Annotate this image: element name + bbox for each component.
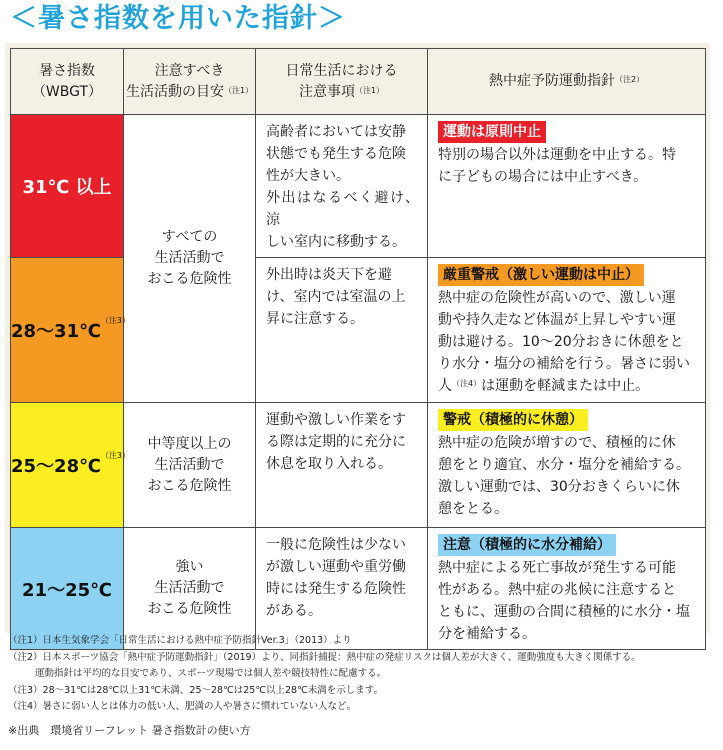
wbgt-level-21-25 [11,528,124,650]
table-row [11,115,706,258]
daily-precaution [256,528,428,650]
guideline-line: 特別の場合以外は運動を中止する。特 [438,147,676,163]
level-label: 31℃ 以上 [22,177,112,198]
header-activity [124,49,256,115]
header-daily [256,49,428,115]
wbgt-level-25-28 [11,403,130,528]
guideline-line: 性がある。熱中症の兆候に注意すると [438,582,676,598]
header-activity-line2: 生活活動の目安 [125,83,224,100]
header-activity-line1: 注意すべき [154,62,225,79]
level-label: 21〜25℃ [22,579,112,601]
guideline-line: 人 [438,378,452,394]
header-exercise-label: 熱中症予防運動指針 [488,73,615,89]
guideline-line: 激しい運動では、30分おきくらいに休 [438,479,680,495]
exercise-guideline [428,115,706,258]
guideline-line: ともに、運動の合間に積極的に水分・塩 [438,604,690,620]
exercise-guideline [428,528,706,650]
danger-group-moderate-activities [124,403,256,528]
level-label: 25〜28℃ [11,456,101,477]
danger-line: 生活活動で [154,580,225,596]
guideline-line: 分を補給する。 [438,626,536,642]
header-daily-line1: 日常生活における [285,62,398,79]
guideline-line: 動は避ける。10〜20分おきに休憩をと [438,334,684,350]
wbgt-level-28-31 [11,258,130,403]
danger-line: おこる危険性 [147,477,232,494]
wbgt-level-31-plus [11,115,124,258]
daily-line: 外出はなるべく避け、涼 [266,190,419,228]
guideline-badge: 運動は原則中止 [438,121,546,143]
header-wbgt-line1: 暑さ指数 [39,62,95,79]
daily-line: 昇に注意する。 [266,311,364,327]
danger-group-all-activities [124,115,256,403]
guideline-line: 動や持久走など体温が上昇しやすい運 [438,312,676,328]
header-daily-note: （注1） [354,85,385,95]
daily-line: 状態でも発生する危険 [266,146,406,162]
guideline-line: 熱中症の危険性が高いので、激しい運 [438,290,676,306]
guideline-line: り水分・塩分の補給を行う。暑さに弱い [438,356,690,372]
danger-line: 生活活動で [154,456,225,473]
header-wbgt [11,49,124,115]
guideline-note: （注4） [452,379,482,388]
footnote: （注1）日本生気象学会「日常生活における熱中症予防指針Ver.3」（2013）より [8,635,352,646]
guideline-badge: 注意（積極的に水分補給） [438,534,616,556]
header-daily-line2: 注意事項 [298,83,355,100]
daily-line: 高齢者においては安静 [266,124,406,140]
guideline-line: 憩をとる。 [438,501,508,517]
daily-line: け、室内では室温の上 [266,289,406,305]
level-label: 28〜31℃ [11,321,101,342]
level-note: （注3） [100,451,130,460]
guideline-badge: 警戒（積極的に休憩） [438,409,588,431]
guideline-line: 熱中症の危険が増すので、積極的に休 [438,435,676,451]
footnote: （注4）暑さに弱い人とは体力の低い人、肥満の人や暑さに慣れていない人など。 [8,701,357,712]
guideline-line: 憩をとり適宜、水分・塩分を補給する。 [438,457,690,473]
exercise-guideline [428,403,706,528]
daily-line: 一般に危険性は少ない [266,537,406,553]
daily-line: 性が大きい。 [266,168,350,184]
exercise-guideline [428,258,706,403]
guideline-line: に子どもの場合には中止すべき。 [438,169,648,185]
footnote: 運動指針は平均的な目安であり、スポーツ現場では個人差や競技特性に配慮する。 [35,668,387,679]
danger-line: 強い [175,559,204,575]
daily-precaution [256,258,428,403]
daily-line: る際は定期的に充分に [266,434,406,450]
daily-line: がある。 [266,603,322,619]
guideline-line: は運動を軽減または中止。 [481,378,650,394]
daily-line: 時には発生する危険性 [266,581,406,597]
level-note: （注3） [100,316,130,325]
footnotes [8,633,713,716]
daily-line: 外出時は炎天下を避 [266,267,392,283]
footnote: （注3）28〜31℃は28℃以上31℃未満、25〜28℃は25℃以上28℃未満を示します。 [8,684,384,696]
guideline-badge: 厳重警戒（激しい運動は中止） [438,264,644,286]
header-exercise-note: （注2） [614,75,645,84]
header-activity-note: （注1） [223,85,254,95]
guideline-line: 熱中症による死亡事故が発生する可能 [438,560,676,576]
daily-line: 休息を取り入れる。 [266,456,392,472]
header-row [11,49,706,115]
danger-line: 生活活動で [154,250,225,266]
danger-group-strong-activities [124,528,256,650]
daily-precaution [256,403,428,528]
danger-line: おこる危険性 [147,271,232,287]
header-exercise-guideline [428,49,706,115]
danger-line: 中等度以上の [147,435,232,452]
header-wbgt-line2: （WBGT） [31,83,103,100]
danger-line: おこる危険性 [147,601,232,617]
page-title: ＜暑さ指数を用いた指針＞ [10,3,346,34]
daily-line: が激しい運動や重労働 [266,559,406,575]
daily-line: 運動や激しい作業をす [266,412,406,428]
wbgt-guideline-table [10,48,706,650]
table-row [11,258,706,403]
daily-line: しい室内に移動する。 [266,234,406,250]
table-row [11,403,706,528]
danger-line: すべての [161,229,218,245]
daily-precaution [256,115,428,258]
table-row [11,528,706,650]
footnote: （注2）日本スポーツ協会「熱中症予防運動指針」（2019）より、同指針捕捉：熱中症の発症リスクは個人差が大きく、運動強度も大きく関係する。 [8,651,641,663]
source-citation: ※出典 環境省リーフレット 暑さ指数計の使い方 [8,724,251,737]
